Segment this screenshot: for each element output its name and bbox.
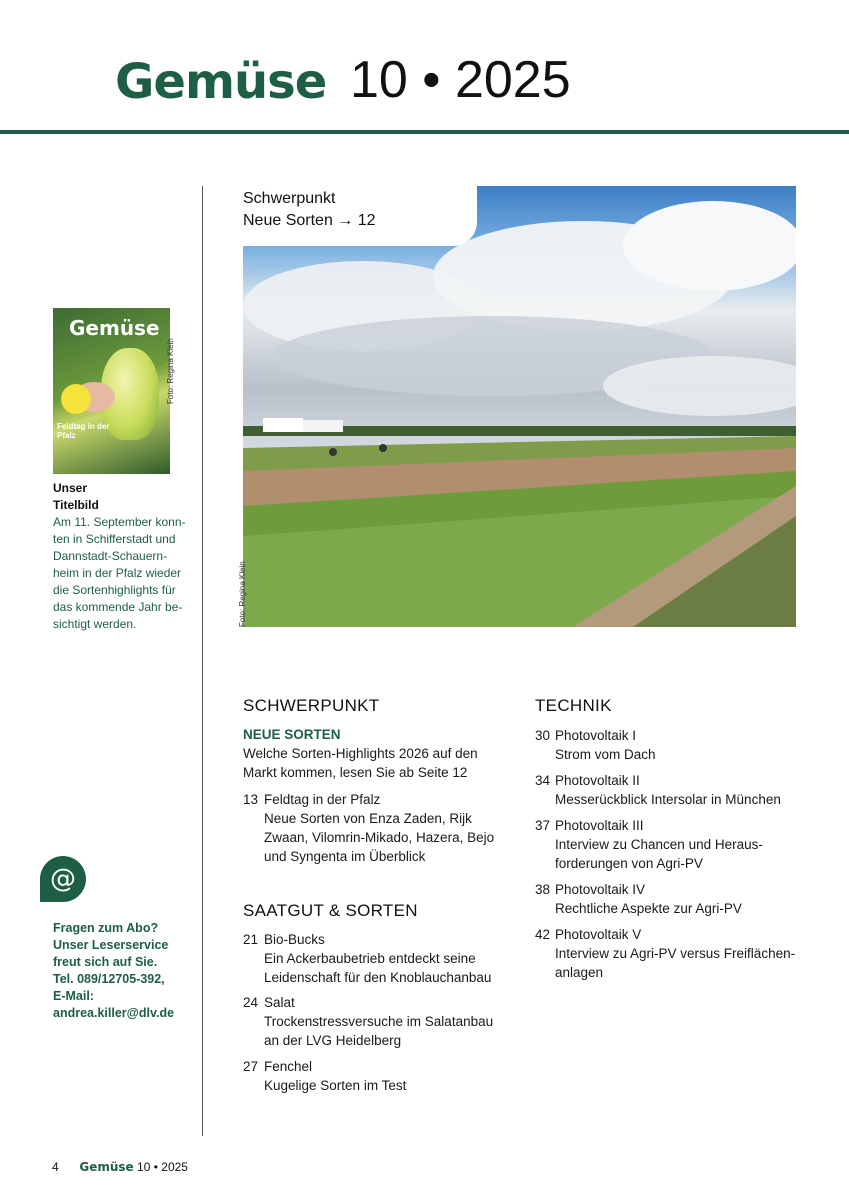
cover-logo: Gemüse (69, 316, 160, 340)
feature-label-line-2: Neue Sorten → 12 (243, 212, 376, 229)
footer-logo: Gemüse (79, 1160, 134, 1174)
entry-line: Rechtliche Aspekte zur Agri-PV (555, 901, 742, 916)
toc-technik-heading (535, 696, 612, 715)
feature-photo-credit: Foto: Regina Klein (238, 561, 247, 627)
entry-line: Messerückblick Intersolar in München (555, 792, 781, 807)
entry-page: 13 (243, 792, 259, 807)
service-line: E-Mail: (53, 989, 94, 1003)
service-line: freut sich auf Sie. (53, 955, 158, 969)
cover-thumbnail (53, 308, 170, 474)
entry-line: anlagen (555, 965, 604, 980)
entry-page: 24 (243, 995, 259, 1010)
entry-title: Photovoltaik III (555, 818, 644, 833)
toc-entry[interactable] (243, 1057, 518, 1095)
toc-entry[interactable] (535, 771, 825, 809)
caption-line: sichtigt werden. (53, 617, 137, 631)
entry-page: 38 (535, 882, 551, 897)
issue-number: 10 • 2025 (350, 51, 571, 109)
caption-line: das kommende Jahr be- (53, 600, 183, 614)
entry-page: 42 (535, 927, 551, 942)
caption-line: Am 11. September konn- (53, 515, 186, 529)
service-line: Fragen zum Abo? (53, 921, 159, 935)
toc-saatgut-heading (243, 901, 418, 920)
field-landscape-image (243, 186, 796, 627)
section-heading-schwerpunkt: SCHWERPUNKT (243, 696, 380, 715)
entry-line: und Syngenta im Überblick (264, 849, 426, 864)
entry-line: Zwaan, Vilomrin-Mikado, Hazera, Bejo (264, 830, 495, 845)
caption-title-1: Unser (53, 481, 88, 495)
feature-label-line-1: Schwerpunkt (243, 190, 336, 207)
toc-entry[interactable] (535, 726, 825, 764)
toc-schwerpunkt (243, 696, 513, 782)
entry-line: Ein Ackerbaubetrieb entdeckt seine (264, 951, 476, 966)
toc-entry[interactable] (535, 816, 825, 873)
entry-line: Trockenstressversuche im Salatanbau (264, 1014, 494, 1029)
entry-page: 27 (243, 1059, 259, 1074)
service-email[interactable]: andrea.killer@dlv.de (53, 1006, 175, 1020)
cover-badge (61, 384, 91, 414)
entry-page: 34 (535, 773, 551, 788)
caption-title-2: Titelbild (53, 498, 99, 512)
entry-title: Photovoltaik II (555, 773, 640, 788)
toc-lead[interactable] (243, 725, 513, 782)
entry-title: Bio-Bucks (264, 932, 325, 947)
page-footer (52, 1160, 188, 1174)
service-phone[interactable]: Tel. 089/12705-392, (53, 972, 165, 986)
lead-line: Markt kommen, lesen Sie ab Seite 12 (243, 765, 468, 780)
entry-line: Interview zu Agri-PV versus Freiflächen- (555, 946, 796, 961)
entry-line: an der LVG Heidelberg (264, 1033, 402, 1048)
toc-entry[interactable] (535, 880, 825, 918)
entry-line: Leidenschaft für den Knoblauchanbau (264, 970, 492, 985)
entry-title: Photovoltaik IV (555, 882, 646, 897)
entry-page: 30 (535, 728, 551, 743)
feature-label[interactable] (243, 188, 376, 232)
toc-entry[interactable] (243, 993, 518, 1050)
gemuese-logo: Gemüse (115, 54, 327, 110)
lead-line: Welche Sorten-Highlights 2026 auf den (243, 746, 478, 761)
entry-page: 37 (535, 818, 551, 833)
cover-caption (53, 480, 193, 633)
caption-line: die Sortenhighlights für (53, 583, 176, 597)
entry-title: Salat (264, 995, 295, 1010)
entry-title: Photovoltaik V (555, 927, 642, 942)
cover-title: Feldtag in der Pfalz (57, 422, 110, 440)
lead-title: NEUE SORTEN (243, 727, 341, 742)
entry-line: Interview zu Chancen und Heraus- (555, 837, 763, 852)
entry-line: Neue Sorten von Enza Zaden, Rijk (264, 811, 472, 826)
footer-issue: 10 • 2025 (137, 1160, 188, 1174)
entry-title: Fenchel (264, 1059, 313, 1074)
entry-title: Photovoltaik I (555, 728, 637, 743)
at-sign-glyph: @ (50, 864, 76, 894)
reader-service (53, 920, 203, 1022)
toc-entry[interactable] (535, 925, 835, 982)
cover-photo-credit: Foto: Regina Klein (166, 338, 175, 404)
toc-entry[interactable] (243, 930, 518, 987)
header-divider (0, 130, 849, 134)
service-line: Unser Leserservice (53, 938, 169, 952)
page-number: 4 (52, 1160, 59, 1174)
section-heading-technik: TECHNIK (535, 696, 612, 715)
entry-line: forderungen von Agri-PV (555, 856, 703, 871)
entry-page: 21 (243, 932, 259, 947)
entry-line: Strom vom Dach (555, 747, 656, 762)
caption-line: ten in Schifferstadt und (53, 532, 176, 546)
entry-title: Feldtag in der Pfalz (264, 792, 381, 807)
entry-line: Kugelige Sorten im Test (264, 1078, 407, 1093)
caption-line: Dannstadt-Schauern- (53, 549, 168, 563)
caption-line: heim in der Pfalz wieder (53, 566, 182, 580)
toc-entry[interactable] (243, 790, 513, 866)
feature-photo-field (243, 186, 796, 627)
section-heading-saatgut: SAATGUT & SORTEN (243, 901, 418, 920)
